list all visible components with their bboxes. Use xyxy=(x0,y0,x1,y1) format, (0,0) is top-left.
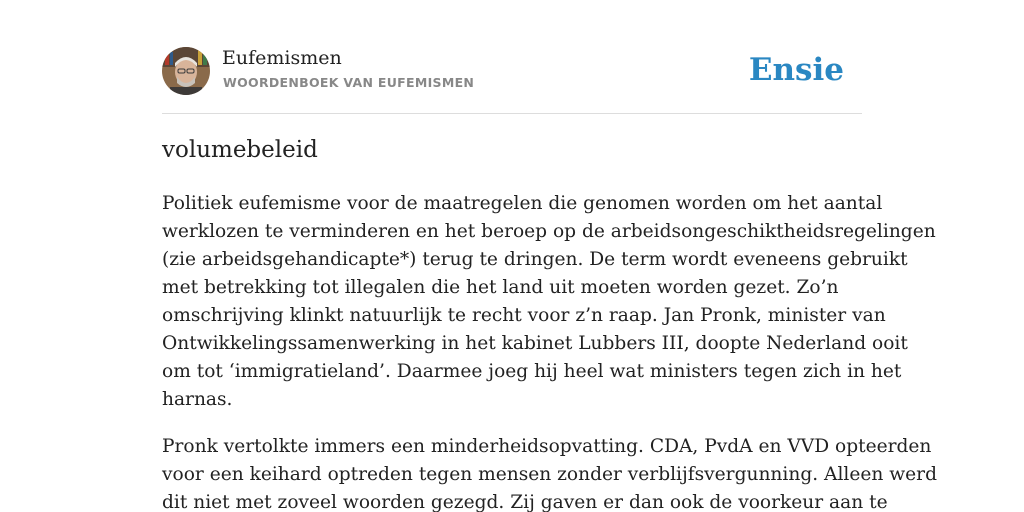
paragraph-line: voor een keihard optreden tegen mensen zonder verblijfsvergunning. Alleen werd xyxy=(162,464,937,485)
entry-paragraph xyxy=(162,190,936,414)
paragraph-line: met betrekking tot illegalen die het land uit moeten worden gezet. Zo’n xyxy=(162,277,839,298)
paragraph-line: Pronk vertolkte immers een minderheidsopvatting. CDA, PvdA en VVD opteerden xyxy=(162,436,932,457)
ensie-logo-link[interactable]: Ensie xyxy=(748,52,844,88)
author-avatar[interactable] xyxy=(162,47,210,95)
paragraph-line: Politiek eufemisme voor de maatregelen die genomen worden om het aantal xyxy=(162,193,883,214)
author-portrait-icon xyxy=(162,47,210,95)
header-divider xyxy=(162,113,862,114)
paragraph-line: harnas. xyxy=(162,389,233,410)
entry-title: volumebeleid xyxy=(162,137,318,163)
paragraph-line: omschrijving klinkt natuurlijk te recht voor z’n raap. Jan Pronk, minister van xyxy=(162,305,886,326)
source-header xyxy=(162,46,862,96)
source-subtitle: WOORDENBOEK VAN EUFEMISMEN xyxy=(223,75,475,90)
paragraph-line: dit niet met zoveel woorden gezegd. Zij gaven er dan ook de voorkeur aan te xyxy=(162,492,888,512)
paragraph-line: (zie arbeidsgehandicapte*) terug te dringen. De term wordt eveneens gebruikt xyxy=(162,249,908,270)
source-title[interactable]: Eufemismen xyxy=(222,47,342,69)
entry-paragraph xyxy=(162,433,937,512)
entry-content xyxy=(162,190,937,512)
paragraph-line: om tot ‘immigratieland’. Daarmee joeg hij heel wat ministers tegen zich in het xyxy=(162,361,902,382)
paragraph-line: werklozen te verminderen en het beroep op de arbeidsongeschiktheidsregelingen xyxy=(162,221,936,242)
paragraph-line: Ontwikkelingssamenwerking in het kabinet Lubbers III, doopte Nederland ooit xyxy=(162,333,908,354)
